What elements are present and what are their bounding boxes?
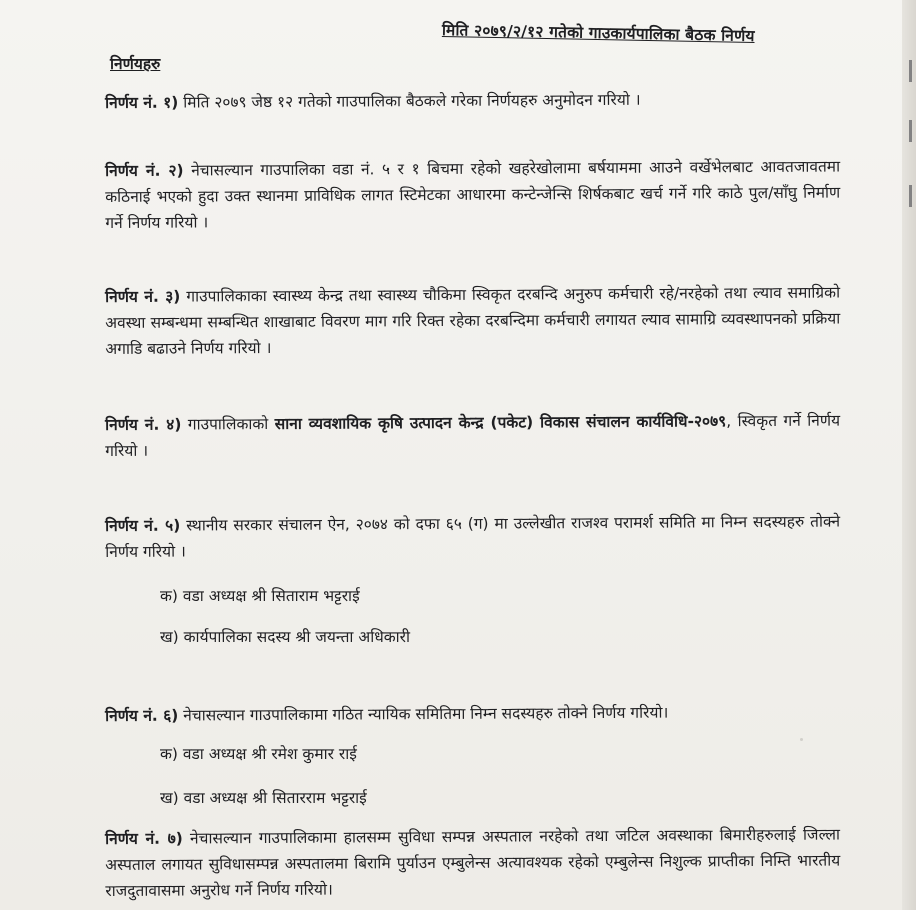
decision-text: स्थानीय सरकार संचालन ऐन, २०७४ को दफा ६५ (ग) मा उल्लेखीत राजश्व परामर्श समिति मा निम्न सदस्यहरु तोक्ने निर्णय गरियो । (105, 512, 841, 561)
decision-1 (105, 86, 840, 116)
edge-mark (909, 120, 912, 142)
decision-text: नेचासल्यान गाउपालिका वडा नं. ५ र १ बिचमा रहेको खहरेखोलामा बर्षयाममा आउने वर्खेभेलबाट आवतजावतमा कठिनाई भएको हुदा उक्त स्थानमा प्राविधिक लागत स्टिमेटका आधारमा कन्टेन्जेन्सि शिर्षकबाट खर्च गर्ने गरि काठे पुल/साँघु निर्माण गर्ने निर्णय गरियो । (105, 157, 841, 232)
page-edge-strip (902, 0, 916, 910)
decision-text: मिति २०७९ जेष्ठ १२ गतेको गाउपालिका बैठकले गरेका निर्णयहरु अनुमोदन गरियो । (178, 90, 641, 112)
decision-text-after: , स्विकृत गर्ने निर्णय गरियो । (105, 411, 841, 460)
decision-5-subitem-kha: ख) कार्यपालिका सदस्य श्री जयन्ता अधिकारी (160, 628, 411, 646)
decision-text: गाउपालिकाका स्वास्थ्य केन्द्र तथा स्वास्थ्य चौकिमा स्विकृत दरबन्दि अनुरुप कर्मचारी रहे/नरहेको तथा ल्याव समाग्रिको अवस्था सम्बन्धमा सम्बन्धित शाखाबाट विवरण माग गरि रिक्त रहेका दरबन्दिमा कर्मचारी लगायत ल्याव सामाग्रि व्यवस्थापनको प्रक्रिया अगाडि बढाउने निर्णय गरियो । (105, 283, 841, 358)
decision-6 (105, 699, 840, 729)
decision-5-subitem-ka: क) वडा अध्यक्ष श्री सिताराम भट्टराई (160, 587, 360, 605)
section-heading: निर्णयहरु (110, 55, 161, 73)
decision-3 (105, 280, 840, 362)
scan-smudge (800, 738, 803, 741)
decision-text: नेचासल्यान गाउपालिकामा गठित न्यायिक समितिमा निम्न सदस्यहरु तोक्ने निर्णय गरियो। (178, 703, 669, 725)
decision-4 (105, 408, 840, 464)
decision-6-subitem-ka: क) वडा अध्यक्ष श्री रमेश कुमार राई (160, 745, 357, 763)
edge-mark (909, 185, 912, 207)
decision-label: निर्णय नं. १) (105, 93, 179, 112)
procedure-title: साना व्यवशायिक कृषि उत्पादन केन्द्र (पकेट) विकास संचालन कार्यविधि-२०७९ (274, 412, 727, 433)
decision-label: निर्णय नं. ७) (105, 829, 183, 848)
decision-2 (105, 154, 840, 236)
decision-label: निर्णय नं. ५) (105, 516, 181, 535)
document-title: मिति २०७९/२/१२ गतेको गाउकार्यपालिका बैठक निर्णय (441, 21, 755, 46)
decision-text-before: गाउपालिकाको (181, 414, 275, 434)
decision-label: निर्णय नं. ३) (105, 287, 181, 306)
decision-label: निर्णय नं. ६) (105, 706, 179, 725)
decision-5 (105, 509, 840, 565)
decision-label: निर्णय नं. २) (105, 161, 184, 180)
decision-7 (105, 822, 840, 904)
decision-text: नेचासल्यान गाउपालिकामा हालसम्म सुविधा सम्पन्न अस्पताल नरहेको तथा जटिल अवस्थाका बिमारीहरुलाई जिल्ला अस्पताल लगायत सुविधासम्पन्न अस्पतालमा बिरामि पुर्याउन एम्बुलेन्स अत्यावश्यक रहेको एम्बुलेन्स निशुल्क प्राप्तीका निम्ति भारतीय राजदुतावासमा अनुरोध गर्ने निर्णय गरियो। (105, 825, 841, 900)
decision-label: निर्णय नं. ४) (105, 415, 182, 434)
decision-6-subitem-kha: ख) वडा अध्यक्ष श्री सितारराम भट्टराई (160, 789, 367, 807)
edge-mark (909, 60, 912, 82)
